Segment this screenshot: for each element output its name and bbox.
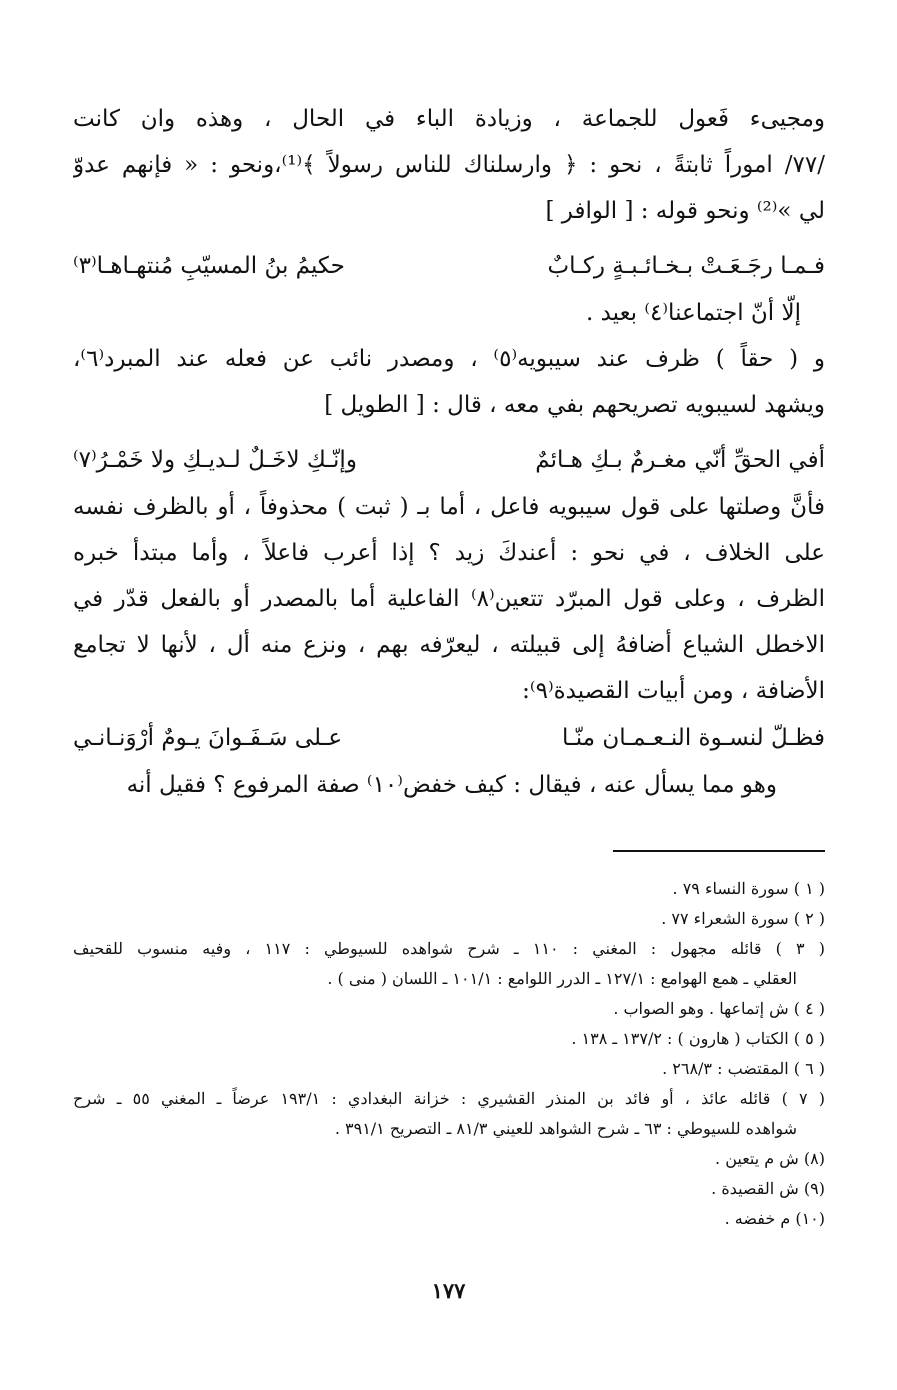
footnote: ( ٦ ) المقتضب : ٢٦٨/٣ .	[662, 1059, 825, 1078]
verse-second-hemistich: وإنّـكِ لاخَـلٌ لـديـكِ ولا خَمْـرُ⁽٧⁾	[73, 447, 357, 473]
text-line: وهو مما يسأل عنه ، فيقال : كيف خفض⁽١٠⁾ صفة المرفوع ؟ فقيل أنه	[126, 772, 777, 798]
text-line: ومجيىء فَعول للجماعة ، وزيادة الباء في الحال ، وهذه وان كانت	[73, 106, 825, 132]
poetry-verse	[73, 714, 825, 762]
footnote-divider	[613, 850, 825, 852]
footnote: (٨) ش م يتعين .	[715, 1149, 825, 1168]
footnote: ( ٧ ) قائله عائذ ، أو فائد بن المنذر القشيري : خزانة البغدادي : ١٩٣/١ عرضاً ـ المغني ٥٥ ـ شرح	[73, 1089, 825, 1108]
footnote: ( ٢ ) سورة الشعراء ٧٧ .	[661, 909, 825, 928]
footnote-continuation: العقلي ـ همع الهوامع : ١٢٧/١ ـ الدرر اللوامع : ١٠١/١ ـ اللسان ( منى ) .	[327, 969, 797, 988]
footnotes	[73, 874, 825, 1234]
text-line: لي »⁽²⁾ ونحو قوله : [ الوافر ]	[545, 198, 825, 224]
page-number: ١٧٧	[431, 1278, 466, 1303]
verse-first-hemistich: فظـلّ لنسـوة النـعـمـان منّـا	[562, 725, 825, 751]
text-line: الأضافة ، ومن أبيات القصيدة⁽٩⁾:	[522, 678, 825, 704]
footnote: (١٠) م خفضه .	[724, 1209, 825, 1228]
footnote: ( ٥ ) الكتاب ( هارون ) : ١٣٧/٢ ـ ١٣٨ .	[571, 1029, 825, 1048]
text-line: ويشهد لسيبويه تصريحهم بفي معه ، قال : [ الطويل ]	[324, 392, 825, 418]
poetry-verse	[73, 436, 825, 484]
footnote: ( ١ ) سورة النساء ٧٩ .	[672, 879, 825, 898]
verse-second-hemistich: حكيمُ بنُ المسيّبِ مُنتهـاهـا⁽٣⁾	[73, 253, 345, 279]
poetry-verse	[73, 242, 825, 290]
footnote: ( ٤ ) ش إتماعها . وهو الصواب .	[613, 999, 825, 1018]
text-line: /٧٧/ اموراً ثابتةً ، نحو : ﴿ وارسلناك للناس رسولاً ﴾⁽¹⁾،ونحو : « فإنهم عدوّ	[73, 152, 825, 178]
text-line: الاخطل الشياع أضافهُ إلى قبيلته ، ليعرّفه بهم ، ونزع منه أل ، لأنها لا تجامع	[73, 632, 825, 658]
text-line: فأنَّ وصلتها على قول سيبويه فاعل ، أما بـ ( ثبت ) محذوفاً ، أو بالظرف نفسه	[73, 494, 825, 520]
text-line: إلّا أنّ اجتماعنا⁽٤⁾ بعيد .	[585, 300, 801, 326]
text-line: و ( حقاً ) ظرف عند سيبويه⁽٥⁾ ، ومصدر نائب عن فعله عند المبرد⁽٦⁾،	[73, 346, 825, 372]
text-line: الظرف ، وعلى قول المبرّد تتعين⁽٨⁾ الفاعلية أما بالمصدر أو بالفعل قدّر في	[73, 586, 825, 612]
verse-first-hemistich: فـمـا رجَـعَـتْ بـخـائـبـةٍ ركـابٌ	[547, 253, 825, 279]
text-line: على الخلاف ، في نحو : أعندكَ زيد ؟ إذا أعرب فاعلاً ، وأما مبتدأ خبره	[73, 540, 825, 566]
verse-second-hemistich: عـلى سَـفَـوانَ يـومٌ أرْوَنـانـي	[73, 725, 343, 751]
main-text	[73, 96, 825, 808]
footnote: (٩) ش القصيدة .	[711, 1179, 825, 1198]
footnote: ( ٣ ) قائله مجهول : المغني : ١١٠ ـ شرح شواهده للسيوطي : ١١٧ ، وفيه منسوب للقحيف	[73, 939, 825, 958]
footnote-continuation: شواهده للسيوطي : ٦٣ ـ شرح الشواهد للعيني ٨١/٣ ـ التصريح ٣٩١/١ .	[334, 1119, 797, 1138]
verse-first-hemistich: أفي الحقِّ أنّي مغـرمٌ بـكِ هـائمٌ	[535, 447, 825, 473]
